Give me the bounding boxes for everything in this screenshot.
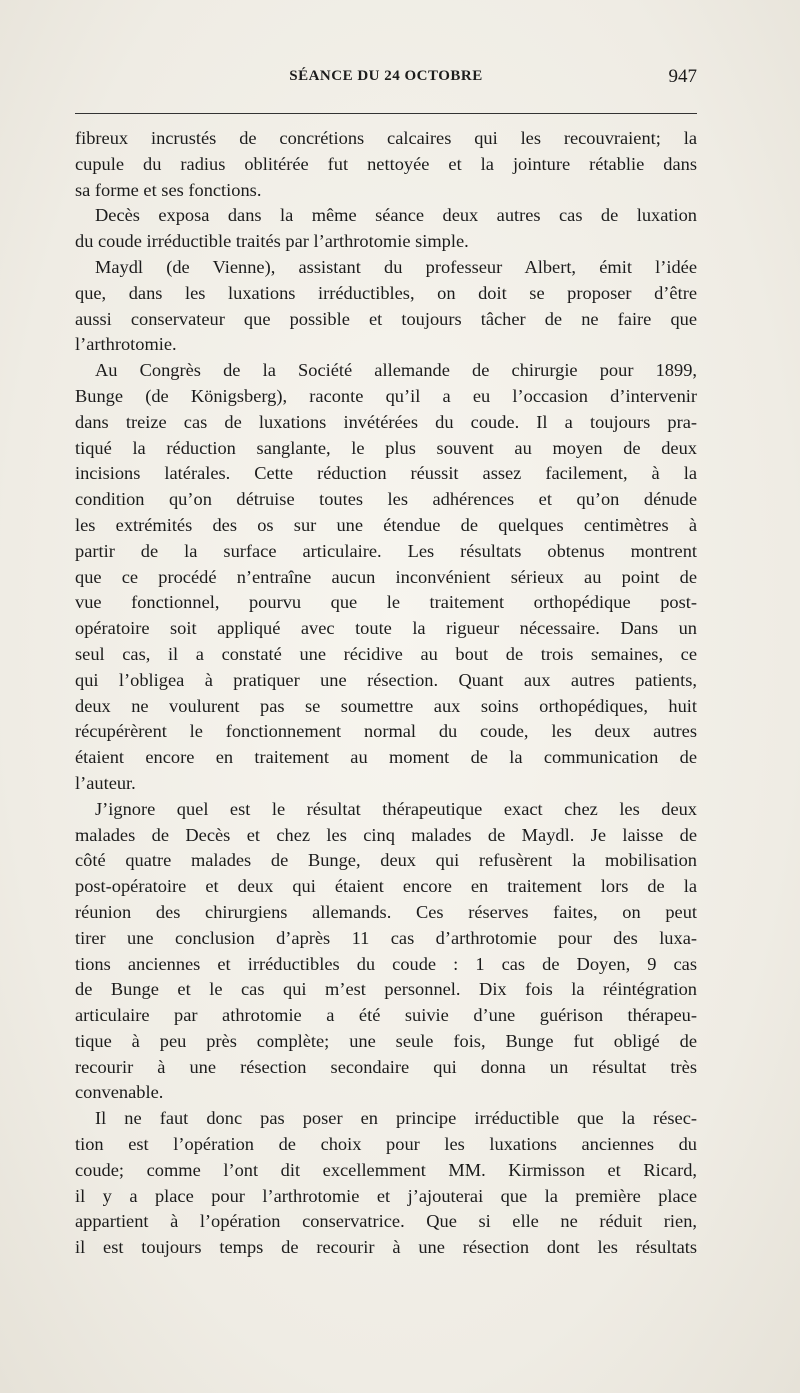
text-line: partir de la surface articulaire. Les résultats obtenus montrent [75,540,697,561]
text-line: dans treize cas de luxations invétérées du coude. Il a toujours pra- [75,411,697,432]
text-line: Decès exposa dans la même séance deux autres cas de luxation [95,205,697,226]
body-text [75,126,697,1261]
text-line: tique à peu près complète; une seule fois, Bunge fut obligé de [75,1030,697,1051]
text-line: convenable. [75,1082,164,1103]
text-line: l’arthrotomie. [75,334,177,355]
text-line: articulaire par athrotomie a été suivie d’une guérison thérapeu- [75,1005,697,1026]
text-line: sa forme et ses fonctions. [75,179,262,200]
text-line: appartient à l’opération conservatrice. Que si elle ne réduit rien, [75,1211,697,1232]
text-line: du coude irréductible traités par l’arthrotomie simple. [75,231,469,252]
page-header [75,68,697,98]
text-line: que ce procédé n’entraîne aucun inconvénient sérieux au point de [75,566,697,587]
text-line: aussi conservateur que possible et toujours tâcher de ne faire que [75,308,697,329]
text-line: il est toujours temps de recourir à une résection dont les résultats [75,1237,697,1258]
text-line: opératoire soit appliqué avec toute la rigueur nécessaire. Dans un [75,618,697,639]
text-line: Bunge (de Königsberg), raconte qu’il a eu l’occasion d’intervenir [75,385,697,406]
text-line: qui l’obligea à pratiquer une résection. Quant aux autres patients, [75,669,697,690]
text-line: Maydl (de Vienne), assistant du professeur Albert, émit l’idée [95,256,697,277]
text-line: tion est l’opération de choix pour les luxations anciennes du [75,1134,697,1155]
text-line: les extrémités des os sur une étendue de quelques centimètres à [75,514,697,535]
text-line: coude; comme l’ont dit excellemment MM. Kirmisson et Ricard, [75,1159,697,1180]
text-line: Au Congrès de la Société allemande de chirurgie pour 1899, [95,360,697,381]
text-line: tions anciennes et irréductibles du coude : 1 cas de Doyen, 9 cas [75,953,697,974]
text-line: vue fonctionnel, pourvu que le traitement orthopédique post- [75,592,697,613]
text-line: deux ne voulurent pas se soumettre aux soins orthopédiques, huit [75,695,697,716]
text-line: il y a place pour l’arthrotomie et j’ajouterai que la première place [75,1185,697,1206]
text-line: condition qu’on détruise toutes les adhérences et qu’on dénude [75,489,697,510]
text-line: étaient encore en traitement au moment de la communication de [75,747,697,768]
text-line: Il ne faut donc pas poser en principe irréductible que la résec- [95,1108,697,1129]
page-number: 947 [668,66,697,87]
text-line: seul cas, il a constaté une récidive au bout de trois semaines, ce [75,643,697,664]
text-line: récupérèrent le fonctionnement normal du coude, les deux autres [75,721,697,742]
text-line: incisions latérales. Cette réduction réussit assez facilement, à la [75,463,697,484]
text-line: fibreux incrustés de concrétions calcaires qui les recouvraient; la [75,128,697,148]
running-head: SÉANCE DU 24 OCTOBRE [289,68,483,84]
header-rule [75,113,697,114]
text-line: tirer une conclusion d’après 11 cas d’arthrotomie pour des luxa- [75,927,697,948]
text-line: réunion des chirurgiens allemands. Ces réserves faites, on peut [75,901,697,922]
text-line: l’auteur. [75,772,136,793]
text-line: post-opératoire et deux qui étaient encore en traitement lors de la [75,876,697,897]
text-line: de Bunge et le cas qui m’est personnel. Dix fois la réintégration [75,979,697,1000]
text-line: malades de Decès et chez les cinq malades de Maydl. Je laisse de [75,824,697,845]
text-line: J’ignore quel est le résultat thérapeutique exact chez les deux [95,798,697,819]
text-line: que, dans les luxations irréductibles, on doit se proposer d’être [75,282,697,303]
text-line: tiqué la réduction sanglante, le plus souvent au moyen de deux [75,437,697,458]
text-line: côté quatre malades de Bunge, deux qui refusèrent la mobilisation [75,850,697,871]
text-line: recourir à une résection secondaire qui donna un résultat très [75,1056,697,1077]
text-line: cupule du radius oblitérée fut nettoyée et la jointure rétablie dans [75,153,697,174]
